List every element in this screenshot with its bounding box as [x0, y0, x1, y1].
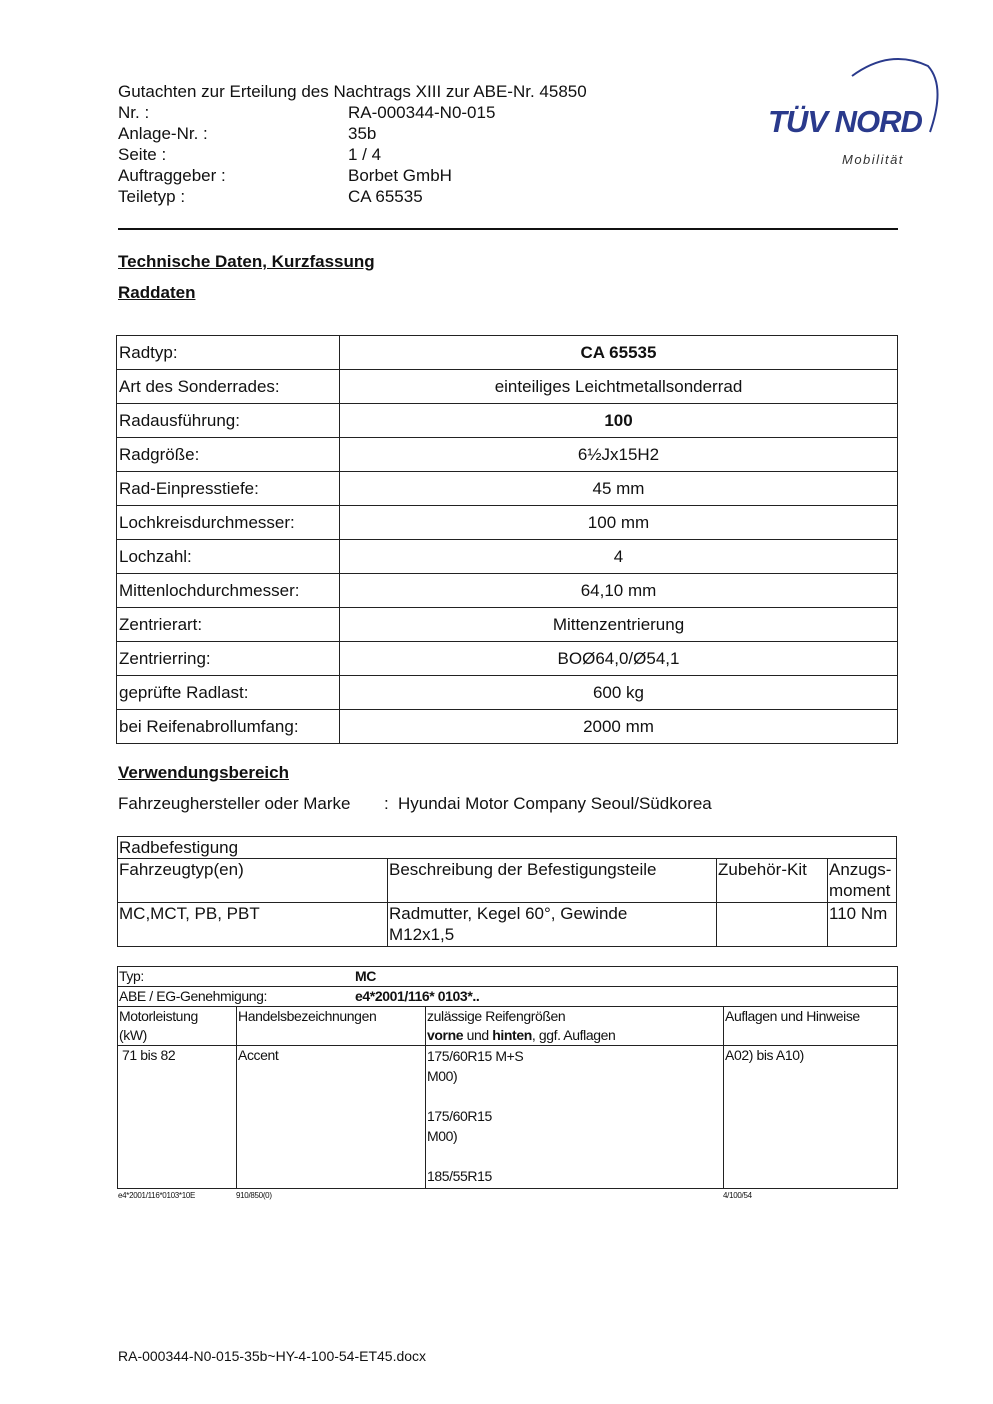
cell-fahrzeugtyp: MC,MCT, PB, PBT	[118, 903, 388, 947]
tyre-line	[427, 1146, 722, 1166]
raddaten-key: Lochkreisdurchmesser:	[117, 506, 340, 540]
tyre-line	[427, 1086, 722, 1106]
table-row	[118, 903, 897, 947]
table-row	[117, 608, 898, 642]
field-value-auftraggeber: Borbet GmbH	[348, 166, 452, 185]
header-hinten: hinten	[492, 1027, 532, 1043]
header-reifen-line1: zulässige Reifengrößen	[427, 1008, 566, 1024]
cell-zubehoer	[717, 903, 828, 947]
raddaten-key: Zentrierring:	[117, 642, 340, 676]
header-zubehoer: Zubehör-Kit	[717, 859, 828, 903]
header-moment: moment	[829, 881, 891, 900]
table-row	[117, 472, 898, 506]
cell-anzugsmoment: 110 Nm	[828, 903, 897, 947]
raddaten-value: 600 kg	[340, 676, 898, 710]
raddaten-key: Art des Sonderrades:	[117, 370, 340, 404]
field-label-nr: Nr. :	[118, 103, 150, 122]
radbefestigung-table	[117, 836, 897, 947]
table-row	[117, 336, 898, 370]
header-auflagen: Auflagen und Hinweise	[724, 1007, 898, 1046]
raddaten-value: 100 mm	[340, 506, 898, 540]
raddaten-key: Rad-Einpresstiefe:	[117, 472, 340, 506]
table-row	[118, 1046, 898, 1189]
typ-label: Typ:	[119, 968, 144, 984]
table-row	[117, 642, 898, 676]
table-row	[118, 987, 898, 1007]
header-anzugsmoment	[828, 859, 897, 903]
manufacturer-colon: :	[384, 794, 389, 813]
cell-beschreibung-line2: M12x1,5	[389, 925, 455, 944]
table-row	[118, 1007, 898, 1046]
table-row	[117, 438, 898, 472]
tyre-line: M00)	[427, 1128, 458, 1144]
table-row	[117, 370, 898, 404]
header-reifen-line2	[427, 1026, 722, 1045]
field-label-seite: Seite :	[118, 145, 167, 164]
section-subtitle: Raddaten	[118, 283, 196, 302]
typ-row	[118, 967, 898, 987]
cell-beschreibung	[388, 903, 717, 947]
table-row	[117, 540, 898, 574]
typ-value: MC	[355, 968, 376, 984]
cell-auflagen: A02) bis A10)	[724, 1046, 898, 1189]
footnote-ref: 4/100/54	[723, 1191, 752, 1200]
usage-title: Verwendungsbereich	[118, 763, 289, 782]
header-motor-line1: Motorleistung	[119, 1008, 198, 1024]
header-motorleistung	[118, 1007, 237, 1046]
cell-handel: Accent	[237, 1046, 426, 1189]
raddaten-value: CA 65535	[340, 336, 898, 370]
header-motor-line2: (kW)	[119, 1027, 147, 1043]
cell-motorleistung: 71 bis 82	[118, 1046, 237, 1189]
header-beschreibung: Beschreibung der Befestigungsteile	[388, 859, 717, 903]
header-divider	[118, 228, 898, 230]
raddaten-value: BOØ64,0/Ø54,1	[340, 642, 898, 676]
abe-row	[118, 987, 898, 1007]
footer-filename: RA-000344-N0-015-35b~HY-4-100-54-ET45.docx	[118, 1348, 427, 1364]
raddaten-value: einteiliges Leichtmetallsonderrad	[340, 370, 898, 404]
raddaten-value: 6½Jx15H2	[340, 438, 898, 472]
table-row	[117, 404, 898, 438]
footnote-code: 910/850(0)	[236, 1191, 272, 1200]
typ-table	[117, 966, 898, 1189]
logo-wordmark: TÜV NORD	[768, 104, 922, 139]
field-value-seite: 1 / 4	[348, 145, 382, 164]
header-fahrzeugtyp: Fahrzeugtyp(en)	[118, 859, 388, 903]
manufacturer-value: Hyundai Motor Company Seoul/Südkorea	[398, 794, 712, 813]
logo-subtitle: Mobilität	[842, 152, 904, 167]
tyre-line: 175/60R15 M+S	[427, 1048, 524, 1064]
raddaten-value: 100	[340, 404, 898, 438]
cell-beschreibung-line1: Radmutter, Kegel 60°, Gewinde	[389, 904, 628, 923]
raddaten-table	[116, 335, 898, 744]
raddaten-key: Mittenlochdurchmesser:	[117, 574, 340, 608]
header-vorne: vorne	[427, 1027, 464, 1043]
footnote-approval: e4*2001/116*0103*10E	[118, 1191, 196, 1200]
header-handelsbezeichnungen: Handelsbezeichnungen	[237, 1007, 426, 1046]
table-row	[117, 506, 898, 540]
table-row	[118, 967, 898, 987]
field-label-anlage: Anlage-Nr. :	[118, 124, 208, 143]
cell-reifen	[426, 1046, 724, 1189]
table-row	[117, 676, 898, 710]
tyre-line: 185/55R15	[427, 1168, 492, 1184]
tyre-line: 175/60R15	[427, 1108, 492, 1124]
document-title: Gutachten zur Erteilung des Nachtrags XIII zur ABE-Nr. 45850	[118, 82, 587, 101]
header-anzugs: Anzugs-	[829, 860, 892, 879]
raddaten-key: Radgröße:	[117, 438, 340, 472]
header-reifengroessen	[426, 1007, 724, 1046]
raddaten-key: geprüfte Radlast:	[117, 676, 340, 710]
raddaten-key: Lochzahl:	[117, 540, 340, 574]
tyre-line: M00)	[427, 1068, 458, 1084]
header-auflagen-suffix: , ggf. Auflagen	[531, 1027, 616, 1043]
field-value-teiletyp: CA 65535	[348, 187, 423, 206]
field-value-nr: RA-000344-N0-015	[348, 103, 496, 122]
raddaten-value: 4	[340, 540, 898, 574]
manufacturer-label: Fahrzeughersteller oder Marke	[118, 794, 351, 813]
field-label-teiletyp: Teiletyp :	[118, 187, 186, 206]
section-title: Technische Daten, Kurzfassung	[118, 252, 375, 271]
raddaten-value: 64,10 mm	[340, 574, 898, 608]
table-row	[118, 837, 897, 859]
raddaten-key: bei Reifenabrollumfang:	[117, 710, 340, 744]
abe-value: e4*2001/116* 0103*..	[355, 988, 480, 1004]
raddaten-value: 2000 mm	[340, 710, 898, 744]
raddaten-value: Mittenzentrierung	[340, 608, 898, 642]
radbefestigung-title: Radbefestigung	[118, 837, 897, 859]
header-und: und	[463, 1027, 493, 1043]
abe-label: ABE / EG-Genehmigung:	[119, 988, 268, 1004]
table-row	[118, 859, 897, 903]
field-label-auftraggeber: Auftraggeber :	[118, 166, 226, 185]
raddaten-value: 45 mm	[340, 472, 898, 506]
raddaten-key: Radausführung:	[117, 404, 340, 438]
table-row	[117, 574, 898, 608]
raddaten-key: Zentrierart:	[117, 608, 340, 642]
field-value-anlage: 35b	[348, 124, 377, 143]
raddaten-key: Radtyp:	[117, 336, 340, 370]
table-row	[117, 710, 898, 744]
